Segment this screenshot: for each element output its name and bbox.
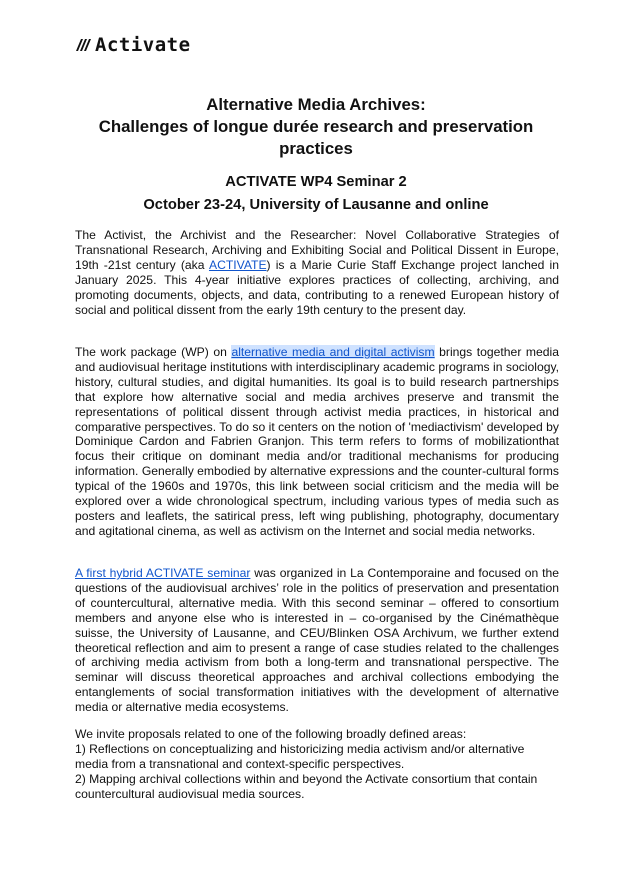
title-line-1: Alternative Media Archives:	[206, 95, 426, 114]
p2-text-after: brings together media and audiovisual heritage institutions with interdisciplinary academic programs in sociology, history, cultural studies, and digital humanities. Its goal is to build research partnerships that explore how alternative social and media archives preserve and transmit the representations of political dissent through activist media practices, in historical and comparative perspectives. To do so it centers on the notion of 'mediactivism' developed by Dominique Cardon and Fabrien Granjon. This term refers to forms of mobilizationthat focus their critique on dominant media and/or traditional mechanisms for producing information. Generally embodied by alternative expressions and the counter-cultural forms typical of the 1960s and 1970s, this link between social criticism and the media will be explored over a wide chronological spectrum, including various types of media such as posters and leaflets, the satirical press, left wing publishing, photography, documentary and agitational cinema, as well as activism on the Internet and social media networks.	[75, 345, 559, 538]
intro-paragraph	[75, 228, 559, 317]
page-title	[60, 94, 572, 160]
title-line-3: practices	[279, 139, 353, 158]
activate-logo	[76, 34, 191, 56]
logo-mark-icon	[76, 39, 94, 51]
seminar-paragraph	[75, 566, 559, 715]
p1-text-before: The Activist, the Archivist and the Researcher: Novel Collaborative Strategies of Transnational Research, Archiving and Exhibiting Social and Political Dissent in Europe, 19th -21st century (aka	[75, 228, 559, 272]
proposals-intro: We invite proposals related to one of the following broadly defined areas:	[75, 727, 467, 741]
proposals-section	[75, 727, 559, 802]
proposal-area-2: 2) Mapping archival collections within and beyond the Activate consortium that contain countercultural audiovisual media sources.	[75, 771, 538, 801]
proposal-area-1: 1) Reflections on conceptualizing and historicizing media activism and/or alternative media from a transnational and context-specific perspectives.	[75, 741, 525, 771]
seminar-date-place: October 23-24, University of Lausanne and online	[143, 197, 489, 213]
first-seminar-link[interactable]: A first hybrid ACTIVATE seminar	[75, 566, 251, 580]
logo-text: Activate	[95, 34, 191, 56]
alternative-media-link[interactable]: alternative media and digital activism	[231, 345, 435, 359]
work-package-paragraph	[75, 345, 559, 539]
activate-link[interactable]: ACTIVATE	[208, 257, 267, 272]
p3-text-after: was organized in La Contemporaine and focused on the questions of the audiovisual archives’ role in the politics of preservation and presentation of countercultural, alternative media. With this second seminar – offered to consortium members and anyone else who is interested in – co-organised by the Cinémathèque suisse, the University of Lausanne, and CEU/Blinken OSA Archivum, we further extend theoretical reflection and aim to present a range of case studies related to the challenges of archiving media activism from both a long-term and transnational perspective. The seminar will discuss theoretical approaches and archival collections embodying the entanglements of social transformation initiatives with the development of alternative media or alternative media ecosystems.	[75, 566, 559, 715]
p2-text-before: The work package (WP) on	[75, 345, 232, 359]
p1-text-after: ) is a Marie Curie Staff Exchange project lanched in January 2025. This 4-year initiative explores practices of collecting, archiving, and promoting documents, objects, and data, contributing to a renewed European history of social and political dissent from the early 19th century to the present day.	[75, 257, 559, 317]
title-line-2: Challenges of longue durée research and preservation	[98, 117, 534, 136]
seminar-name: ACTIVATE WP4 Seminar 2	[225, 174, 407, 190]
